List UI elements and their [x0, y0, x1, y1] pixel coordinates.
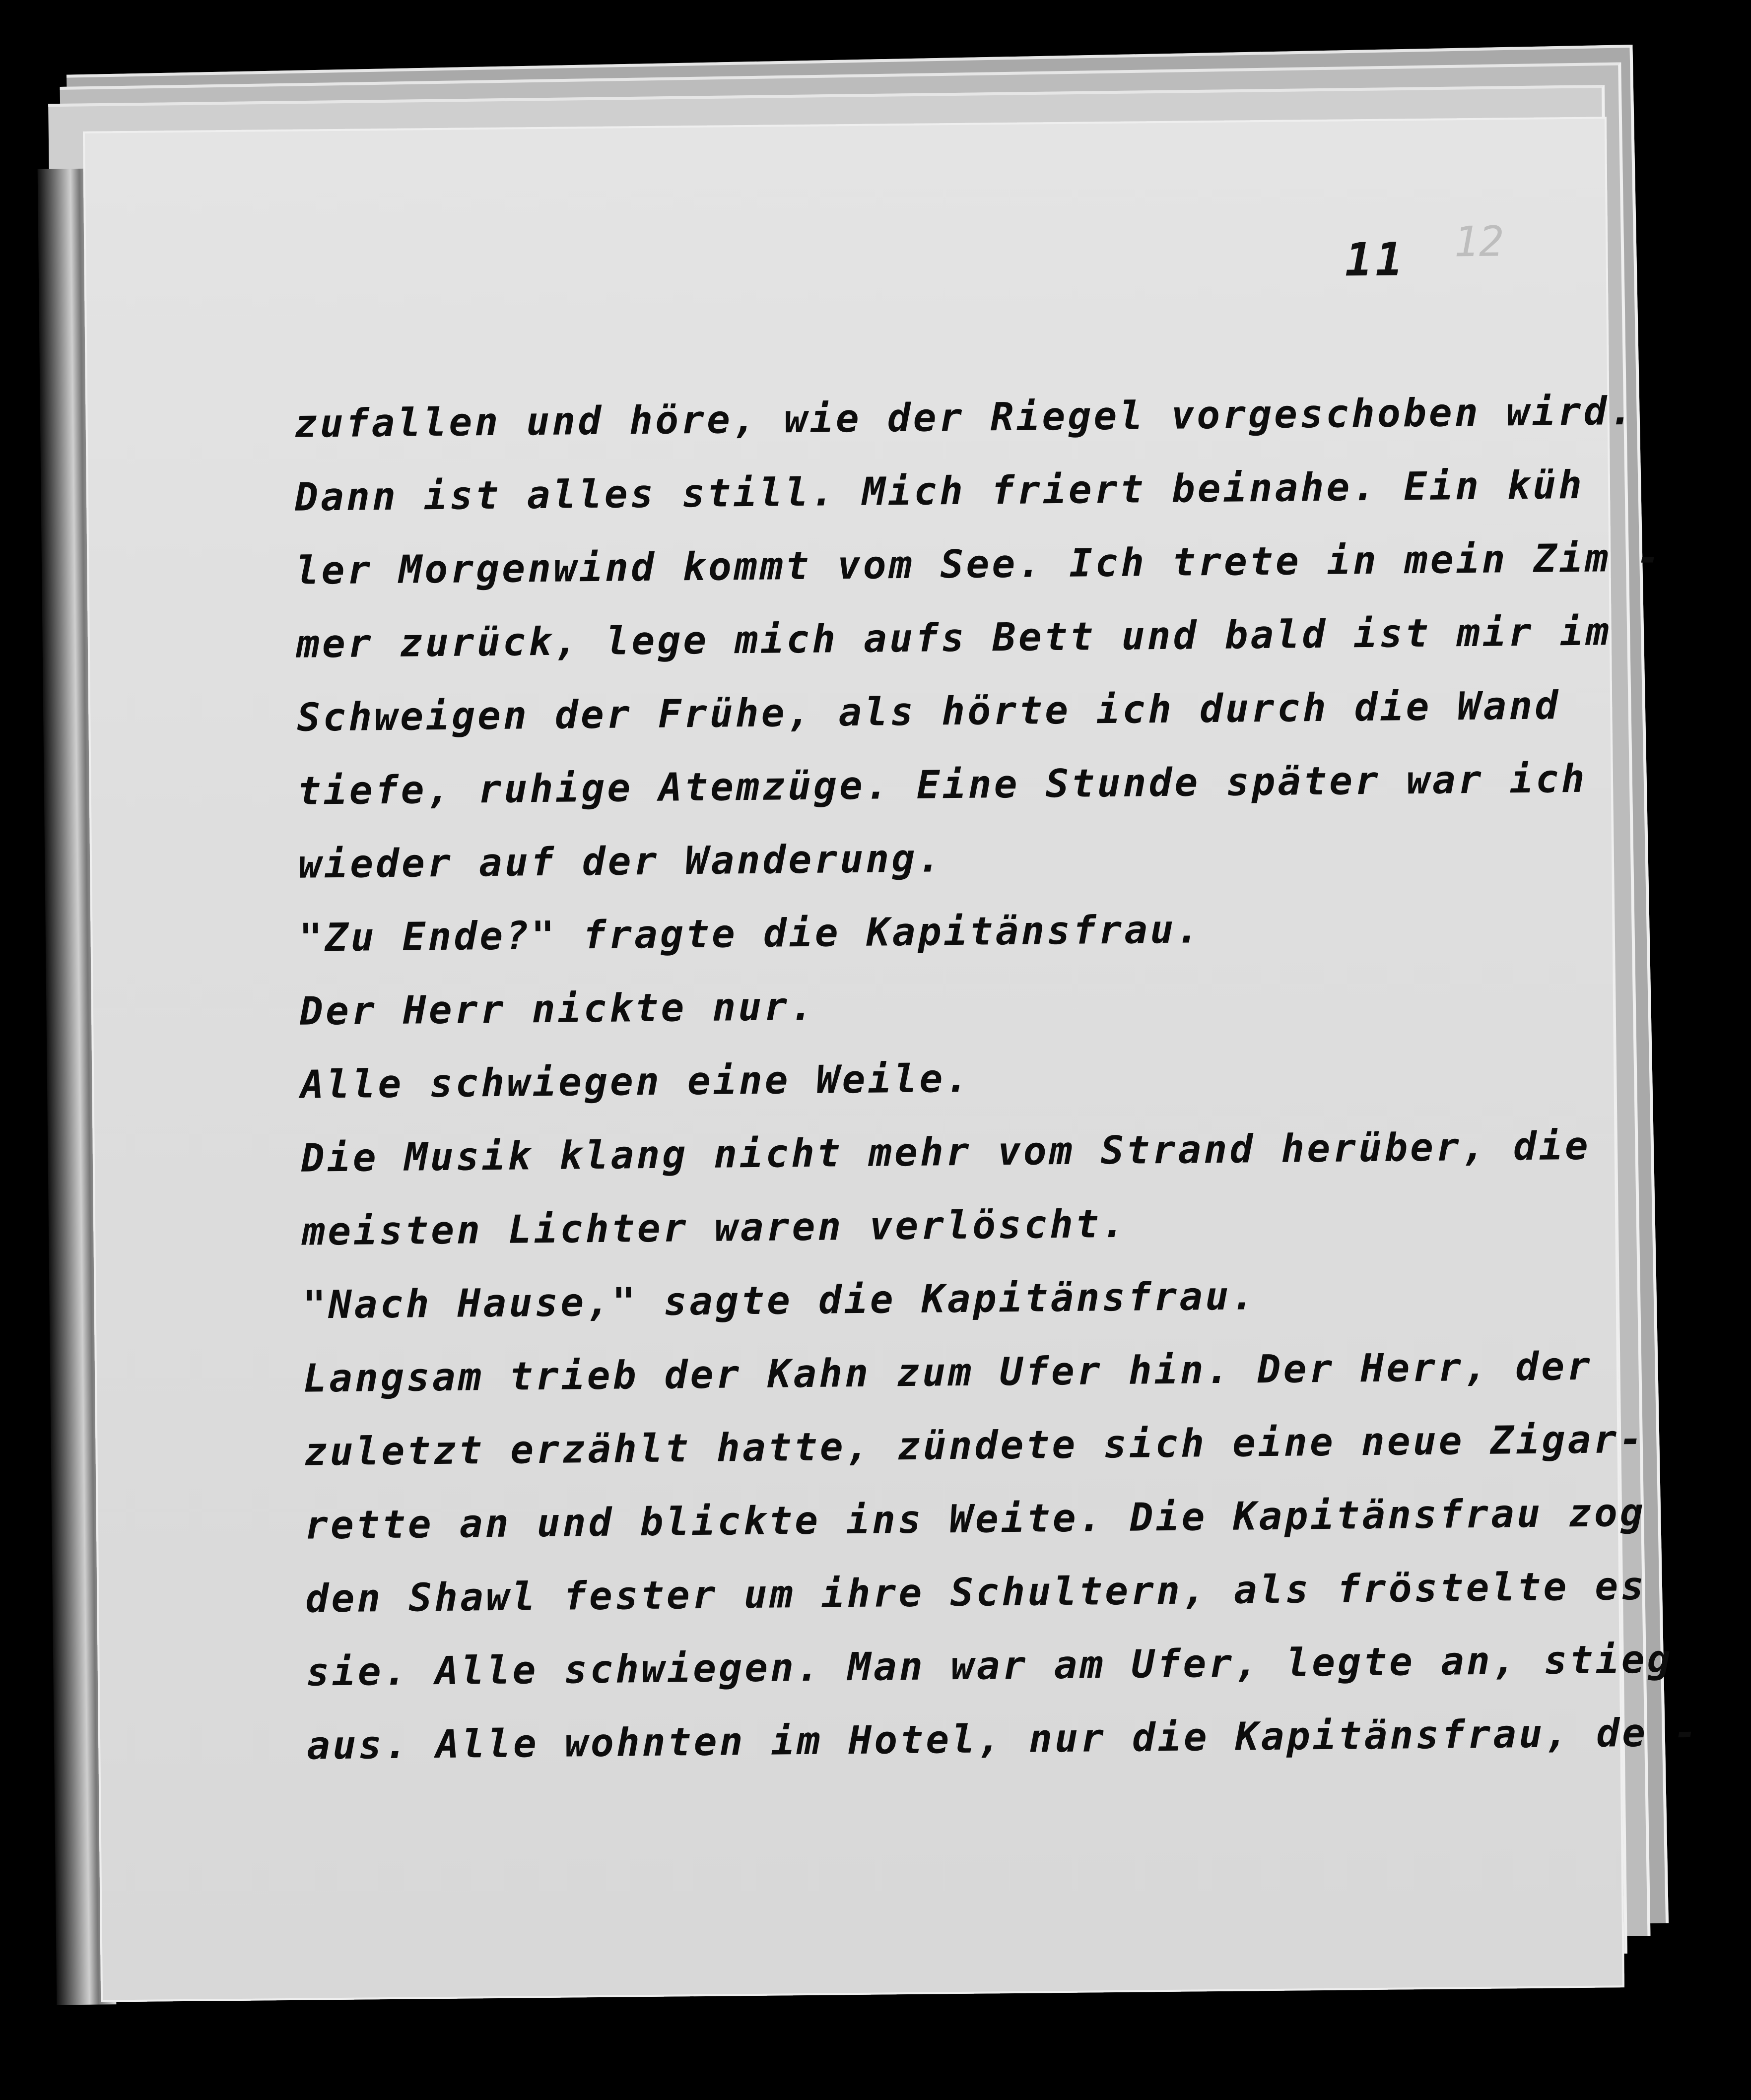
text-line: mer zurück, lege mich aufs Bett und bald ist mir im [296, 609, 1612, 667]
text-line: zuletzt erzählt hatte, zündete sich eine neue Zigar- [304, 1417, 1645, 1475]
text-line: Langsam trieb der Kahn zum Ufer hin. Der Herr, der [303, 1344, 1593, 1401]
text-line: Schweigen der Frühe, als hörte ich durch die Wand [296, 683, 1561, 740]
page-number: 11 [1345, 233, 1406, 287]
text-line: zufallen und höre, wie der Riegel vorgeschoben wird. [294, 389, 1635, 447]
text-line: tiefe, ruhige Atemzüge. Eine Stunde später war ich [297, 756, 1588, 814]
text-line: den Shawl fester um ihre Schultern, als fröstelte es [305, 1564, 1647, 1622]
text-line: Dann ist alles still. Mich friert beinahe. Ein küh [294, 462, 1585, 520]
text-line: ler Morgenwind kommt vom See. Ich trete in mein Zim - [295, 535, 1663, 593]
text-line: sie. Alle schwiegen. Man war am Ufer, legte an, stieg [306, 1637, 1674, 1695]
text-line: wieder auf der Wanderung. [298, 836, 943, 887]
text-line: Der Herr nickte nur. [299, 984, 816, 1034]
text-line: Die Musik klang nicht mehr vom Strand herüber, die [301, 1123, 1591, 1181]
text-line: aus. Alle wohnten im Hotel, nur die Kapitänsfrau, de - [306, 1710, 1700, 1769]
text-line: Alle schwiegen eine Weile. [300, 1056, 971, 1108]
typewritten-page [83, 117, 1700, 2002]
text-line: "Zu Ende?" fragte die Kapitänsfrau. [299, 907, 1202, 961]
bleed-through-page-number: 12 [1453, 217, 1504, 266]
text-line: meisten Lichter waren verlöscht. [301, 1201, 1128, 1254]
text-line: "Nach Hause," sagte die Kapitänsfrau. [302, 1274, 1257, 1328]
body-text [294, 375, 1700, 1783]
text-line: rette an und blickte ins Weite. Die Kapitänsfrau zog [304, 1490, 1646, 1548]
